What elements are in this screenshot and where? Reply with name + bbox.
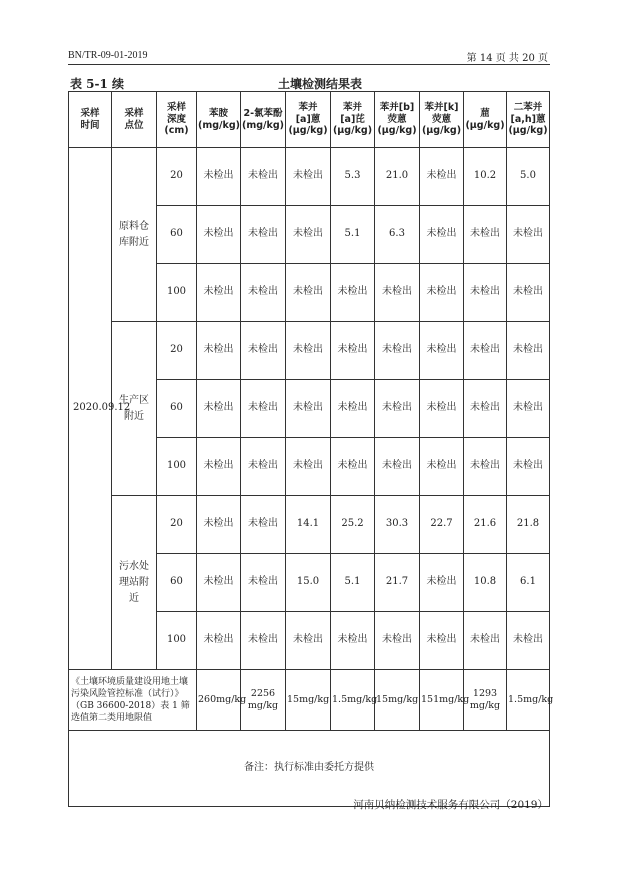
standard-limit: 2256 mg/kg (241, 670, 286, 731)
value-cell: 未检出 (375, 264, 420, 322)
column-header-line: (μg/kg) (288, 125, 328, 137)
table-label: 表 5-1 续 (70, 77, 125, 91)
column-header-line: (mg/kg) (198, 119, 240, 131)
value-cell: 未检出 (507, 322, 550, 380)
column-header-line: 苯胺 (208, 107, 228, 119)
location-name: 生产区附近 (112, 322, 157, 496)
value-cell: 10.8 (464, 554, 507, 612)
value-cell: 未检出 (286, 380, 331, 438)
value-cell: 未检出 (197, 496, 241, 554)
column-header-line: 采样 (124, 107, 144, 119)
standard-label: 《土壤环境质量建设用地土壤污染风险管控标准（试行）》（GB 36600-2018）表 1 筛选值第二类用地限值 (69, 670, 197, 731)
depth-cell: 20 (157, 496, 197, 554)
value-cell: 未检出 (286, 438, 331, 496)
depth-cell: 60 (157, 206, 197, 264)
value-cell: 未检出 (197, 206, 241, 264)
value-cell: 未检出 (241, 496, 286, 554)
value-cell: 5.1 (331, 206, 375, 264)
standard-limit: 151mg/kg (420, 670, 464, 731)
page-info: 第 14 页 共 20 页 (466, 53, 548, 64)
value-cell: 未检出 (420, 438, 464, 496)
value-cell: 未检出 (331, 264, 375, 322)
value-cell: 未检出 (241, 380, 286, 438)
value-cell: 6.1 (507, 554, 550, 612)
value-cell: 未检出 (464, 380, 507, 438)
column-header-3 (197, 92, 241, 148)
value-cell: 未检出 (197, 322, 241, 380)
column-header-2 (157, 92, 197, 148)
depth-cell: 60 (157, 554, 197, 612)
depth-cell: 100 (157, 612, 197, 670)
value-cell: 未检出 (375, 438, 420, 496)
value-cell: 未检出 (420, 322, 464, 380)
table-row (69, 322, 550, 380)
column-header-7 (375, 92, 420, 148)
value-cell: 25.2 (331, 496, 375, 554)
value-cell: 未检出 (286, 612, 331, 670)
column-header-5 (286, 92, 331, 148)
value-cell: 未检出 (241, 554, 286, 612)
value-cell: 未检出 (197, 380, 241, 438)
column-header-line: (μg/kg) (508, 125, 548, 137)
header-row (69, 92, 550, 148)
note: 备注：执行标准由委托方提供 (69, 731, 550, 807)
value-cell: 15.0 (286, 554, 331, 612)
value-cell: 未检出 (420, 148, 464, 206)
column-header-line: 䓛 (480, 107, 490, 119)
header-rule (68, 64, 550, 65)
value-cell: 未检出 (464, 322, 507, 380)
depth-cell: 100 (157, 264, 197, 322)
value-cell: 未检出 (241, 264, 286, 322)
value-cell: 5.0 (507, 148, 550, 206)
value-cell: 未检出 (420, 264, 464, 322)
value-cell: 未检出 (197, 554, 241, 612)
column-header-line: 采样 (166, 101, 186, 113)
column-header-line: [a]芘 (340, 113, 365, 125)
column-header-1 (112, 92, 157, 148)
value-cell: 5.3 (331, 148, 375, 206)
value-cell: 未检出 (197, 148, 241, 206)
column-header-line: (μg/kg) (465, 119, 505, 131)
column-header-8 (420, 92, 464, 148)
column-header-line: 苯并[k] (424, 101, 459, 113)
value-cell: 未检出 (420, 206, 464, 264)
value-cell: 未检出 (507, 612, 550, 670)
value-cell: 未检出 (507, 264, 550, 322)
value-cell: 未检出 (197, 264, 241, 322)
document-code: BN/TR-09-01-2019 (68, 50, 148, 61)
standard-limit: 1293 mg/kg (464, 670, 507, 731)
value-cell: 30.3 (375, 496, 420, 554)
value-cell: 未检出 (464, 206, 507, 264)
value-cell: 未检出 (241, 438, 286, 496)
value-cell: 未检出 (464, 438, 507, 496)
value-cell: 未检出 (331, 380, 375, 438)
column-header-line: 时间 (80, 119, 100, 131)
value-cell: 未检出 (464, 264, 507, 322)
value-cell: 22.7 (420, 496, 464, 554)
column-header-line: 二苯并 (513, 101, 543, 113)
column-header-9 (464, 92, 507, 148)
column-header-6 (331, 92, 375, 148)
value-cell: 14.1 (286, 496, 331, 554)
column-header-line: [a]蒽 (295, 113, 321, 125)
value-cell: 未检出 (375, 380, 420, 438)
value-cell: 21.8 (507, 496, 550, 554)
value-cell: 未检出 (331, 612, 375, 670)
value-cell: 未检出 (241, 148, 286, 206)
column-header-0 (69, 92, 112, 148)
standard-limit: 1.5mg/kg (507, 670, 550, 731)
column-header-line: 荧蒽 (387, 113, 407, 125)
value-cell: 未检出 (464, 612, 507, 670)
column-header-line: [a,h]蒽 (510, 113, 546, 125)
value-cell: 未检出 (375, 612, 420, 670)
column-header-line: (mg/kg) (242, 119, 284, 131)
value-cell: 5.1 (331, 554, 375, 612)
value-cell: 21.0 (375, 148, 420, 206)
depth-cell: 20 (157, 322, 197, 380)
depth-cell: 100 (157, 438, 197, 496)
table-title: 土壤检测结果表 (277, 77, 362, 91)
column-header-line: 苯并[b] (379, 101, 415, 113)
depth-cell: 60 (157, 380, 197, 438)
value-cell: 未检出 (197, 612, 241, 670)
standard-limit: 260mg/kg (197, 670, 241, 731)
value-cell: 未检出 (420, 554, 464, 612)
sampling-date: 2020.09.12 (69, 148, 112, 670)
standard-limit: 15mg/kg (286, 670, 331, 731)
column-header-4 (241, 92, 286, 148)
value-cell: 未检出 (286, 264, 331, 322)
value-cell: 未检出 (420, 612, 464, 670)
value-cell: 未检出 (197, 438, 241, 496)
value-cell: 未检出 (331, 322, 375, 380)
column-header-line: 2-氯苯酚 (243, 107, 283, 119)
location-name: 原料仓库附近 (112, 148, 157, 322)
value-cell: 未检出 (286, 322, 331, 380)
value-cell: 未检出 (286, 206, 331, 264)
note-row (69, 731, 550, 807)
value-cell: 21.6 (464, 496, 507, 554)
value-cell: 未检出 (507, 380, 550, 438)
column-header-line: 荧蒽 (431, 113, 451, 125)
location-name: 污水处理站附近 (112, 496, 157, 670)
value-cell: 未检出 (420, 380, 464, 438)
column-header-line: 深度 (166, 113, 186, 125)
column-header-line: (μg/kg) (421, 125, 462, 137)
value-cell: 未检出 (241, 206, 286, 264)
column-header-line: 苯并 (298, 101, 318, 113)
value-cell: 未检出 (241, 322, 286, 380)
column-header-line: 苯并 (342, 101, 362, 113)
soil-results-table (68, 91, 554, 807)
value-cell: 未检出 (331, 438, 375, 496)
column-header-line: (μg/kg) (377, 125, 417, 137)
value-cell: 未检出 (375, 322, 420, 380)
column-header-line: 采样 (80, 107, 100, 119)
standard-limit: 1.5mg/kg (331, 670, 375, 731)
table-row (69, 496, 550, 554)
value-cell: 未检出 (507, 438, 550, 496)
column-header-line: 点位 (124, 119, 144, 131)
column-header-line: (μg/kg) (332, 125, 373, 137)
column-header-line: (cm) (164, 125, 189, 137)
standard-row (69, 670, 550, 731)
depth-cell: 20 (157, 148, 197, 206)
value-cell: 21.7 (375, 554, 420, 612)
value-cell: 未检出 (241, 612, 286, 670)
value-cell: 未检出 (507, 206, 550, 264)
value-cell: 未检出 (286, 148, 331, 206)
standard-limit: 15mg/kg (375, 670, 420, 731)
column-header-10 (507, 92, 550, 148)
value-cell: 6.3 (375, 206, 420, 264)
company-footer: 河南贝纳检测技术服务有限公司（2019） (353, 799, 548, 811)
table-row (69, 148, 550, 206)
value-cell: 10.2 (464, 148, 507, 206)
